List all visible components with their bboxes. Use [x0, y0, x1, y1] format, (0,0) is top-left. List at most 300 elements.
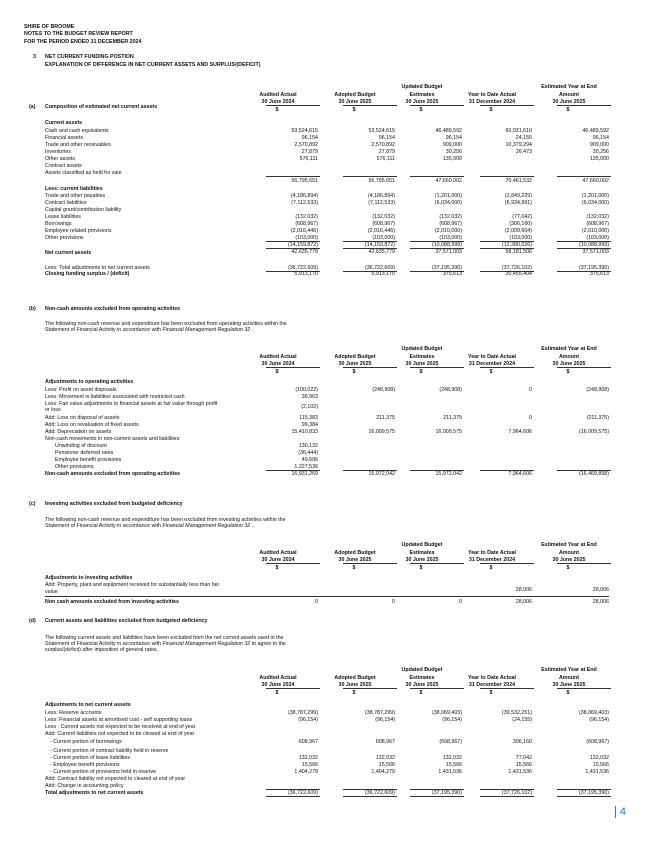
column-header: Updated Budget [401, 84, 443, 90]
table-cell: 49,606 [301, 456, 318, 463]
report-header-line: SHIRE OF BROOME [24, 24, 75, 30]
section-c-description: The following non-cash revenue and expenditure has been excluded from investing activities within the Statement of Financial Activity in accordance with Financial Management Regulation 32 . [45, 517, 286, 530]
table-cell: 130,132 [298, 442, 318, 449]
table-cell: 2,570,892 [371, 141, 395, 148]
column-header: Estimated Year at End [541, 542, 597, 548]
table-row-label: Other provisions [45, 235, 84, 241]
table-cell: 15,566 [378, 761, 395, 768]
column-header: Year to Date Actual [467, 549, 517, 556]
table-cell: (2,016,446) [290, 228, 318, 234]
table-cell: (248,908) [372, 386, 395, 393]
currency-label: $ [275, 690, 279, 696]
column-header: 30 June 2024 [261, 682, 295, 688]
table-cell: 60,031,610 [505, 127, 532, 134]
column-rule [266, 367, 320, 368]
column-header: 31 December 2024 [468, 361, 516, 367]
row-label-bold: Closing funding surplus / (deficit) [45, 271, 130, 277]
column-header: Amount [558, 549, 579, 556]
table-row-label: Unwinding of discount [55, 442, 107, 449]
table-cell: 132,032 [298, 754, 318, 761]
column-header: 30 June 2025 [338, 361, 372, 367]
table-row-label: Add: Depreciation on assets [45, 428, 112, 435]
table-cell: 1,404,279 [371, 768, 395, 775]
table-cell: 47,660,002 [582, 177, 609, 184]
section-b-description: The following non-cash revenue and expenditure has been excluded from operating activities within the Statement of Financial Activity in accordance with Financial Management Regulation 32 . [45, 321, 287, 334]
table-cell: 53,524,615 [291, 127, 318, 134]
section-d-description [45, 635, 295, 653]
column-rule [410, 105, 464, 106]
column-header: 30 June 2025 [405, 99, 439, 105]
table-cell: 15,410,833 [291, 428, 318, 435]
table-cell: 53,524,615 [368, 127, 395, 134]
table-cell: 96,154 [301, 134, 318, 141]
table-cell: 1,431,536 [438, 768, 462, 775]
table-cell: (608,967) [295, 221, 318, 227]
table-cell: 70,461,532 [505, 177, 532, 184]
subsection-heading: Adjustments to net current assets [45, 702, 131, 708]
row-label-bold: Non cash amounts excluded from investing activities [45, 599, 179, 605]
column-header: Year to Date Actual [467, 353, 517, 360]
table-cell: (608,967) [586, 739, 609, 746]
column-header: Estimates [409, 549, 435, 556]
table-cell: (7,112,533) [368, 200, 395, 206]
table-row-label: - Current portion of provisions held in reserve [50, 768, 156, 775]
column-rule [343, 688, 397, 689]
column-header: Audited Actual [259, 353, 297, 360]
table-cell: (10,088,999) [431, 242, 462, 248]
column-header: Adopted Budget [334, 353, 376, 360]
column-header: 30 June 2025 [405, 557, 439, 563]
row-label-bold: Net current assets [45, 249, 92, 256]
column-header: Amount [558, 353, 579, 360]
column-header: 30 June 2025 [405, 361, 439, 367]
table-row-label: Other assets [45, 155, 76, 162]
table-cell: (608,967) [372, 221, 395, 227]
table-cell: 576,111 [376, 155, 395, 162]
table-row-label: Lease liabilities [45, 214, 81, 220]
table-cell: 96,154 [592, 134, 609, 141]
column-rule [480, 796, 534, 797]
table-cell: (2,849,229) [504, 193, 532, 199]
table-cell: (12,280,026) [501, 242, 532, 248]
table-cell: (14,159,872) [364, 242, 395, 248]
table-cell: 375,613 [442, 271, 462, 277]
table-cell: 96,154 [445, 134, 462, 141]
table-cell: 77,042 [515, 754, 532, 761]
column-header: Amount [558, 91, 579, 98]
table-cell: 37,571,003 [582, 248, 609, 255]
table-row-label: Less: Financial assets at amortised cost - self supporting loans [45, 716, 193, 723]
currency-label: $ [566, 565, 570, 571]
report-header-line: NOTES TO THE BUDGET REVIEW REPORT [24, 31, 133, 37]
currency-label: $ [489, 690, 493, 696]
column-header: 30 June 2025 [552, 557, 586, 563]
column-rule [410, 688, 464, 689]
table-cell: (306,160) [509, 221, 532, 227]
table-cell: 909,000 [589, 141, 609, 148]
column-rule [480, 105, 534, 106]
table-cell: 608,967 [298, 739, 318, 746]
table-row-label: - Employee benefit provisions [50, 761, 120, 768]
table-cell: (132,032) [586, 214, 609, 220]
currency-label: $ [419, 565, 423, 571]
table-cell: 15,566 [445, 761, 462, 768]
table-row-label: Add: Change in accounting policy [45, 782, 124, 789]
table-cell: (96,154) [375, 716, 395, 723]
table-cell: (2,009,604) [504, 228, 532, 234]
table-cell: 36,963 [301, 393, 318, 400]
table-cell: (103,000) [509, 235, 532, 241]
table-cell: (96,154) [298, 716, 318, 723]
currency-label: $ [275, 107, 279, 113]
table-cell: (38,069,403) [578, 709, 609, 716]
column-rule [266, 563, 320, 564]
column-rule [343, 796, 397, 797]
table-cell: (132,032) [295, 214, 318, 220]
subsection-heading: Adjustments to operating activities [45, 379, 134, 385]
table-cell: 5,913,170 [371, 271, 395, 277]
table-cell: (608,967) [439, 739, 462, 746]
regulation-reference: Financial Management Regulation 32 [162, 327, 251, 334]
column-rule [343, 367, 397, 368]
row-label-bold: Total adjustments to net current assets [45, 789, 144, 796]
column-header: 30 June 2025 [338, 99, 372, 105]
column-header: Estimates [409, 674, 435, 681]
column-header: Adopted Budget [334, 91, 376, 98]
column-header: 30 June 2024 [261, 557, 295, 563]
section-letter: (d) [29, 618, 36, 624]
column-header: Year to Date Actual [467, 674, 517, 681]
table-row-label: Trade and other payables [45, 193, 106, 199]
column-header: Year to Date Actual [467, 91, 517, 98]
table-cell: 27,879 [378, 148, 395, 155]
table-cell: (38,787,299) [287, 709, 318, 716]
column-header: Estimated Year at End [541, 346, 597, 352]
table-row-label: Add: Current liabilities not expected to be cleared at end of year [45, 730, 195, 737]
currency-label: $ [419, 690, 423, 696]
table-cell: (132,032) [439, 214, 462, 220]
currency-label: $ [419, 107, 423, 113]
table-cell: 15,972,042 [368, 470, 395, 477]
column-header: Estimated Year at End [541, 84, 597, 90]
table-cell: (96,154) [442, 716, 462, 723]
table-cell: 0 [392, 599, 395, 605]
column-header: 30 June 2025 [552, 99, 586, 105]
paragraph-text: to agree to the surplus/(deficit) after imposition of general rates. [45, 641, 286, 654]
note-subtitle: EXPLANATION OF DIFFERENCE IN NET CURRENT ASSETS AND SURPLUS/(DEFICIT) [45, 62, 261, 68]
table-cell: 132,032 [589, 754, 609, 761]
table-cell: (39,532,251) [501, 709, 532, 716]
table-cell: 115,383 [299, 414, 318, 421]
table-row-label: Add: Loss on disposal of assets [45, 414, 120, 421]
table-row-label: Add: Contract liability not expected to cleared at end of year [45, 775, 186, 782]
subsection-heading: Less: current liabilities [45, 185, 103, 192]
currency-label: $ [566, 107, 570, 113]
currency-label: $ [275, 369, 279, 375]
column-rule [266, 105, 320, 106]
table-cell: 135,000 [589, 155, 609, 162]
table-cell: (37,726,102) [501, 789, 532, 796]
paragraph-text: The following current assets and liabilities have been excluded from the net current assets used in the Statement of Financial Activity in accordance with [45, 635, 284, 648]
table-cell: 132,032 [375, 754, 395, 761]
table-cell: (37,726,102) [501, 264, 532, 271]
column-rule [557, 796, 611, 797]
table-cell: 47,660,002 [435, 177, 462, 184]
table-cell: 132,032 [442, 754, 462, 761]
table-row-label: Employee related provisions [45, 228, 112, 234]
table-row-label: Less: Reserve accounts [45, 709, 102, 716]
table-cell: (96,154) [589, 716, 609, 723]
column-rule [266, 176, 320, 177]
report-header-line: FOR THE PERIOD ENDED 31 DECEMBER 2024 [24, 39, 142, 45]
table-cell: 56,795,651 [368, 177, 395, 184]
column-header: Adopted Budget [334, 549, 376, 556]
column-rule [557, 367, 611, 368]
column-rule [557, 563, 611, 564]
column-header: 30 June 2024 [261, 99, 295, 105]
section-letter: (a) [29, 104, 36, 110]
column-rule [480, 563, 534, 564]
table-cell: (6,034,000) [581, 200, 609, 206]
table-cell: (10,088,999) [578, 242, 609, 248]
table-cell: (6,034,000) [434, 200, 462, 206]
table-cell: 909,000 [442, 141, 462, 148]
table-row-label: or loss [45, 407, 61, 414]
table-cell: 211,375 [376, 414, 395, 421]
table-cell: (37,195,390) [431, 264, 462, 271]
paragraph-text: The following non-cash revenue and expenditure has been excluded from investing activities within the Statement of Financial Activity in accordance with [45, 517, 286, 530]
column-header: 30 June 2025 [338, 557, 372, 563]
table-row-label: Less : Current assets not expected to be received at end of year [45, 723, 196, 730]
table-row-label: - Current portion of borrowings [50, 739, 122, 746]
currency-label: $ [489, 107, 493, 113]
section-title: Non-cash amounts excluded from operating activities [45, 306, 181, 312]
column-rule [557, 176, 611, 177]
column-rule [410, 796, 464, 797]
table-cell: 20,455,404 [505, 271, 532, 277]
note-number: 3 [33, 54, 36, 60]
table-cell: 0 [315, 599, 318, 605]
table-row-label: Trade and other receivables [45, 141, 111, 148]
table-cell: (36,722,609) [364, 789, 395, 796]
table-cell: 27,879 [301, 148, 318, 155]
table-cell: 99,384 [301, 421, 318, 428]
table-cell: (37,195,390) [578, 264, 609, 271]
table-cell: (1,201,000) [581, 193, 609, 199]
column-rule [410, 176, 464, 177]
column-header: 30 June 2024 [261, 361, 295, 367]
table-cell: 28,006 [592, 599, 609, 605]
table-cell: (36,722,609) [287, 789, 318, 796]
table-cell: (77,042) [512, 214, 532, 220]
column-header: Updated Budget [401, 667, 443, 673]
table-cell: (2,010,000) [434, 228, 462, 234]
table-cell: 7,964,606 [508, 428, 532, 435]
table-cell: (608,967) [586, 221, 609, 227]
table-cell: (6,934,991) [504, 200, 532, 206]
table-row-label: Less: Movement in liabilities associated with restricted cash [45, 393, 185, 400]
table-cell: 46,489,592 [435, 127, 462, 134]
currency-label: $ [566, 369, 570, 375]
column-header: Audited Actual [259, 674, 297, 681]
table-cell: 42,635,779 [291, 248, 318, 255]
currency-label: $ [419, 369, 423, 375]
table-row-label: Contract assets [45, 162, 82, 169]
table-cell: (36,444) [298, 449, 318, 456]
regulation-reference: Financial Management Regulation 32 [162, 523, 251, 530]
currency-label: $ [489, 369, 493, 375]
section-letter: (b) [29, 306, 36, 312]
table-row-label: Employee benefit provisions [55, 456, 122, 463]
table-cell: (24,155) [512, 716, 532, 723]
table-cell: 28,006 [515, 587, 532, 593]
column-header: Estimates [409, 91, 435, 98]
section-letter: (c) [29, 501, 36, 507]
column-rule [557, 688, 611, 689]
table-row-label: Other provisions [55, 463, 94, 470]
column-header: Amount [558, 674, 579, 681]
column-rule [343, 563, 397, 564]
table-cell: 15,972,042 [435, 470, 462, 477]
table-row-label: Cash and cash equivalents [45, 127, 109, 134]
table-cell: 211,375 [443, 414, 462, 421]
table-cell: (103,000) [439, 235, 462, 241]
table-row-label: Add: Property, plant and equipment received for substantially less than fair [45, 582, 220, 588]
total-rule [45, 596, 609, 597]
page-number-divider [615, 806, 616, 818]
table-cell: 24,155 [515, 134, 532, 141]
page-number: 4 [619, 806, 626, 818]
table-row-label: Add: Loss on revaluation of fixed assets [45, 421, 139, 428]
table-cell: 0 [529, 386, 532, 393]
table-cell: 2,570,892 [294, 141, 318, 148]
table-cell: (38,069,403) [431, 709, 462, 716]
table-row-label: Borrowings [45, 221, 72, 227]
currency-label: $ [275, 565, 279, 571]
regulation-reference: Financial Management Regulation 32 [162, 641, 251, 648]
table-cell: 1,404,279 [294, 768, 318, 775]
table-cell: 5,913,170 [294, 271, 318, 277]
table-cell: (4,186,894) [367, 193, 395, 199]
table-cell: 608,967 [375, 739, 395, 746]
table-cell: (2,010,000) [581, 228, 609, 234]
table-cell: (37,195,390) [431, 789, 462, 796]
table-cell: 7,964,606 [508, 470, 532, 477]
table-cell: (36,722,609) [287, 264, 318, 271]
column-header: 30 June 2025 [338, 682, 372, 688]
table-cell: (4,186,894) [290, 193, 318, 199]
table-cell: 96,154 [378, 134, 395, 141]
subsection-heading: Current assets [45, 120, 83, 126]
table-cell: 0 [529, 414, 532, 421]
column-header: Estimates [409, 353, 435, 360]
note-title: NET CURRENT FUNDING POSTION [45, 54, 134, 60]
column-rule [410, 563, 464, 564]
column-rule [266, 688, 320, 689]
table-cell: 16,931,269 [291, 470, 318, 477]
column-rule [557, 105, 611, 106]
table-cell: 0 [459, 599, 462, 605]
currency-label: $ [352, 107, 356, 113]
paragraph-text: The following non-cash revenue and expenditure has been excluded from operating activities within the Statement of Financial Activity in accordance with [45, 321, 287, 334]
table-cell: 1,227,536 [294, 463, 318, 470]
table-cell: 15,566 [592, 761, 609, 768]
table-cell: (103,000) [586, 235, 609, 241]
table-cell: (132,032) [372, 214, 395, 220]
column-header: 31 December 2024 [468, 557, 516, 563]
table-cell: 375,613 [589, 271, 609, 277]
table-row-label: Less: Total adjustments to net current assets [45, 264, 150, 271]
table-cell: (2,102) [301, 404, 318, 410]
table-cell: 58,181,506 [505, 248, 532, 255]
column-header: 30 June 2025 [405, 682, 439, 688]
column-rule [480, 367, 534, 368]
table-cell: 26,473 [515, 148, 532, 155]
table-cell: 16,009,575 [368, 428, 395, 435]
table-cell: (36,722,609) [364, 264, 395, 271]
column-rule [266, 796, 320, 797]
table-cell: (16,009,575) [578, 428, 609, 435]
column-rule [343, 105, 397, 106]
currency-label: $ [352, 565, 356, 571]
table-cell: 28,006 [592, 587, 609, 593]
column-header: Updated Budget [401, 542, 443, 548]
column-header: Audited Actual [259, 549, 297, 556]
table-row-label: Pensioner deferred rates [55, 449, 114, 456]
table-row-label: Inventories [45, 148, 71, 155]
table-row-label: - Current portion of contract liability held in reserve [50, 747, 169, 754]
table-cell: (248,908) [439, 386, 462, 393]
column-header: Audited Actual [259, 91, 297, 98]
table-cell: (37,195,390) [578, 789, 609, 796]
table-cell: 46,489,592 [582, 127, 609, 134]
table-row-label: Assets classified as held for sale [45, 169, 122, 176]
row-label-bold: Non-cash amounts excluded from operating activities [45, 470, 181, 477]
table-cell: (2,016,446) [367, 228, 395, 234]
table-cell: (16,469,858) [578, 470, 609, 477]
column-header: Updated Budget [401, 346, 443, 352]
column-header: 31 December 2024 [468, 99, 516, 105]
table-cell: (1,201,000) [434, 193, 462, 199]
table-row-label: Non-cash movements in non-current assets and liabilities: [45, 435, 181, 442]
column-header: Estimated Year at End [541, 667, 597, 673]
table-cell: 42,635,779 [368, 248, 395, 255]
table-row-label: Less: Fair value adjustments to financial assets at fair value through profit [45, 400, 218, 407]
table-row-label: Contract liabilities [45, 200, 87, 206]
table-cell: (211,375) [586, 414, 609, 421]
table-cell: 576,111 [299, 155, 318, 162]
table-cell: 30,256 [445, 148, 462, 155]
table-cell: (7,112,533) [291, 200, 318, 206]
column-header: 30 June 2025 [552, 682, 586, 688]
table-cell: (103,000) [295, 235, 318, 241]
table-row-label: Capital grant/contribution liability [45, 207, 122, 213]
table-row-label: - Current portion of lease liabilities [50, 754, 131, 761]
section-title: Current assets and liabilities excluded from budgeted deficiency [45, 618, 208, 624]
currency-label: $ [352, 690, 356, 696]
currency-label: $ [566, 690, 570, 696]
table-row-label: value [45, 589, 58, 595]
section-title: Composition of estimated net current assets [45, 104, 158, 110]
column-rule [480, 176, 534, 177]
table-cell: (608,967) [439, 221, 462, 227]
section-title: Investing activities excluded from budgeted deficiency [45, 501, 183, 507]
table-cell: 30,256 [592, 148, 609, 155]
column-header: Adopted Budget [334, 674, 376, 681]
table-cell: (38,787,299) [364, 709, 395, 716]
table-cell: 10,379,294 [505, 141, 532, 148]
table-cell: 1,431,536 [508, 768, 532, 775]
